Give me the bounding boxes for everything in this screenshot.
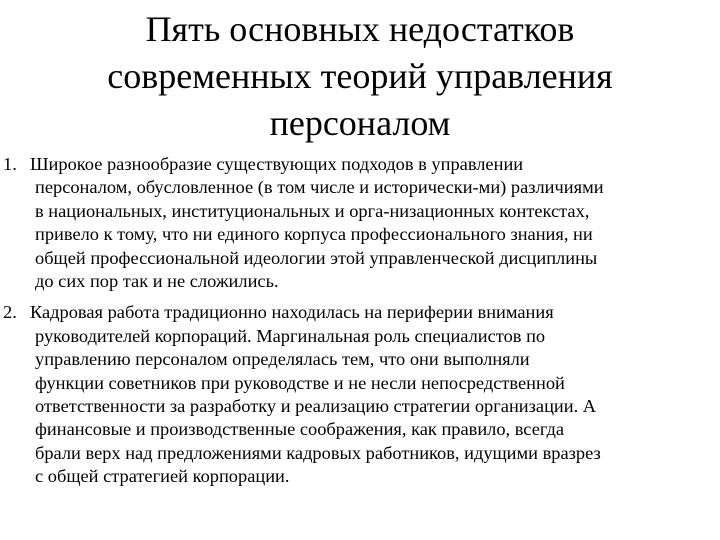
title-line: современных теорий управления <box>107 56 613 96</box>
item-text-line: финансовые и производственные соображения, как правило, всегда <box>35 419 565 440</box>
item-text-line: привело к тому, что ни единого корпуса профессионального знания, ни <box>35 224 593 245</box>
item-text-line: функции советников при руководстве и не несли непосредственной <box>35 372 565 393</box>
item-text-line: до сих пор так и не сложились. <box>35 271 279 292</box>
shortcomings-list <box>0 153 720 489</box>
item-text-line: Широкое разнообразие существующих подходов в управлении <box>30 154 524 174</box>
item-number: 2. <box>3 302 17 323</box>
title-line: персоналом <box>269 103 451 143</box>
item-text-line: руководителей корпораций. Маргинальная роль специалистов по <box>35 325 546 346</box>
title-line: Пять основных недостатков <box>145 9 575 49</box>
item-text-line: Кадровая работа традиционно находилась на периферии внимания <box>30 302 554 323</box>
list-item <box>0 153 720 293</box>
item-text-line: ответственности за разработку и реализацию стратегии организации. А <box>35 396 597 417</box>
item-text-line: с общей стратегией корпорации. <box>35 466 290 487</box>
list-item <box>0 301 720 488</box>
item-text-line: общей профессиональной идеологии этой управленческой дисциплины <box>35 247 598 268</box>
item-text-line: в национальных, институциональных и орга-низационных контекстах, <box>35 200 590 221</box>
item-text-line: управлению персоналом определялась тем, что они выполняли <box>35 349 530 370</box>
slide-title <box>40 6 680 147</box>
item-text-line: брали верх над предложениями кадровых работников, идущими вразрез <box>35 442 601 463</box>
item-text-line: персоналом, обусловленное (в том числе и исторически-ми) различиями <box>35 177 604 198</box>
item-number: 1. <box>3 154 17 174</box>
